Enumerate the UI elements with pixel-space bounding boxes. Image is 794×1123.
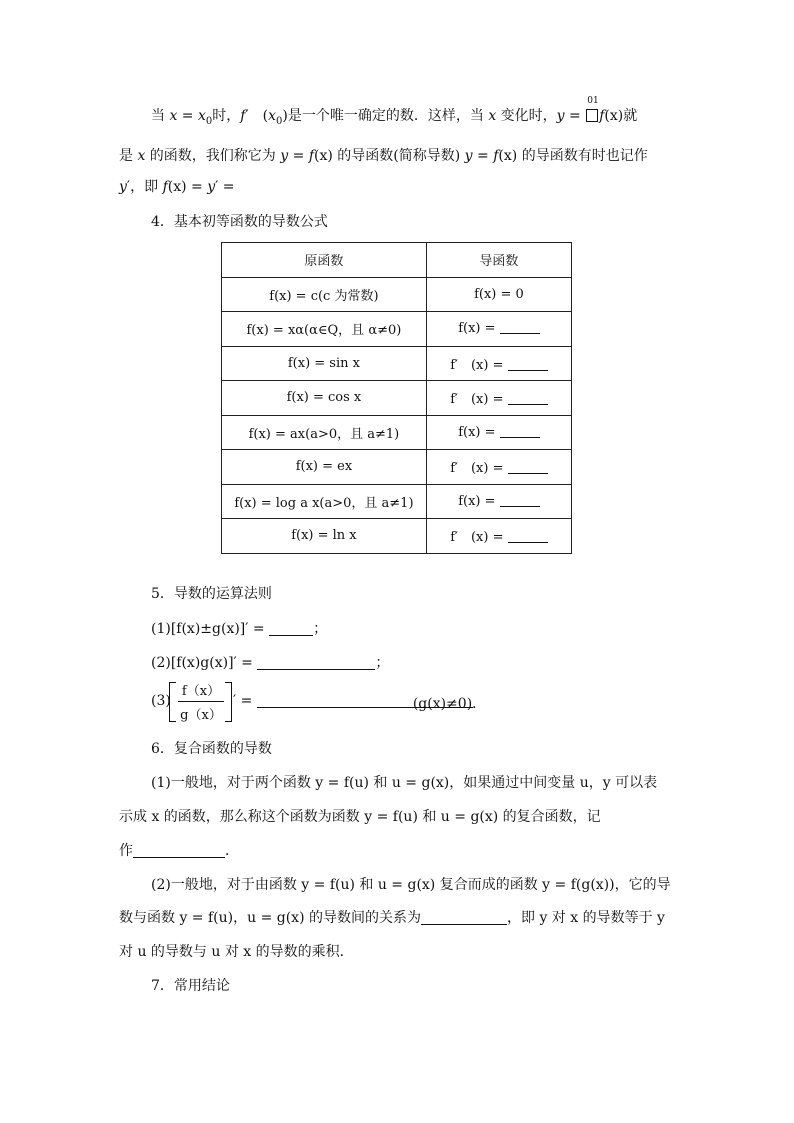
text: ； — [313, 621, 328, 637]
text: )是一个唯一确定的数．这样，当 — [282, 108, 489, 124]
fill-blank — [500, 494, 540, 507]
var-f: f — [493, 148, 499, 164]
composite-p1-line-3 — [119, 841, 239, 861]
table-cell-derivative — [426, 519, 571, 554]
text: ，即 y 对 x 的导数等于 y — [507, 910, 665, 926]
text: (x) — [498, 148, 518, 164]
fraction-denominator: g（x） — [180, 708, 222, 723]
var-y: y — [280, 148, 289, 164]
derivative-table — [221, 242, 572, 554]
var-y: y — [556, 108, 565, 124]
var-y: y — [207, 179, 216, 195]
composite-p2-line-1: (2)一般地，对于由函数 y = f(u) 和 u = g(x) 复合而成的函数 y = f(g(x))，它的导 — [151, 877, 671, 893]
text: ′ = — [233, 693, 257, 709]
text: ； — [375, 655, 390, 671]
subscript-0: 0 — [205, 115, 213, 127]
composite-p1-line-1: (1)一般地，对于两个函数 y = f(u) 和 u = g(x)，如果通过中间变量 u，y 可以表 — [151, 775, 658, 791]
rule-3-rhs — [233, 693, 487, 712]
fill-blank — [508, 530, 548, 543]
text: 变化时， — [496, 108, 557, 124]
fraction-numerator: f（x） — [181, 684, 221, 699]
rule-text: (2)[f(x)g(x)]′ = — [151, 655, 258, 671]
table-header-cell: 导函数 — [426, 243, 571, 278]
fill-blank — [508, 358, 548, 371]
text: = — [177, 108, 198, 124]
table-row — [222, 312, 572, 347]
text: 作 — [119, 843, 133, 859]
text: ． — [225, 843, 239, 859]
text: (x) = — [167, 179, 208, 195]
fill-blank — [500, 321, 540, 334]
table-header-cell: 原函数 — [222, 243, 427, 278]
cell-text: f(x) = — [458, 424, 500, 440]
table-row — [222, 381, 572, 416]
fill-blank — [500, 425, 540, 438]
table-cell-derivative — [426, 312, 571, 347]
table-row — [222, 519, 572, 554]
section-6-heading: 6．复合函数的导数 — [151, 741, 272, 757]
cell-text: f(x) = — [458, 493, 500, 509]
rule-label: (3) — [151, 693, 171, 709]
answer-box — [586, 96, 599, 122]
var-f: f — [308, 148, 315, 164]
fill-blank — [421, 910, 507, 925]
fill-blank — [133, 843, 225, 858]
cell-text: f′ (x) = — [450, 392, 508, 408]
table-row — [222, 450, 572, 485]
table-cell-original: f(x) = log a x(a>0，且 a≠1) — [222, 484, 427, 519]
text: 数与函数 y = f(u)，u = g(x) 的导数间的关系为 — [119, 910, 421, 926]
rule-2 — [151, 653, 389, 673]
cell-text: f′ (x) = — [450, 357, 508, 373]
composite-p2-line-3: 对 u 的导数与 u 对 x 的导数的乘积． — [119, 944, 354, 960]
table-header-row — [222, 243, 572, 278]
cell-text: f(x) = — [458, 321, 500, 337]
fill-blank — [257, 693, 413, 708]
text: 就 — [623, 108, 638, 124]
rule-text: (1)[f(x)±g(x)]′ = — [151, 621, 270, 637]
table-cell-original: f(x) = xα(α∈Q，且 α≠0) — [222, 312, 427, 347]
text: 是 — [119, 148, 138, 164]
var-f: f — [162, 179, 168, 195]
text: ′ ( — [245, 108, 269, 124]
var-x0: x — [198, 108, 206, 124]
table-row — [222, 484, 572, 519]
text: 的导函数有时也记作 — [517, 148, 648, 164]
composite-p1-line-2: 示成 x 的函数，那么称这个函数为函数 y = f(u) 和 u = g(x) 的复合函数，记 — [119, 809, 601, 825]
table-cell-original: f(x) = ln x — [222, 519, 427, 554]
definition-line-3 — [119, 177, 234, 197]
var-f: f — [240, 108, 246, 124]
table-cell-derivative — [426, 415, 571, 450]
table-cell-original: f(x) = cos x — [222, 381, 427, 416]
left-bracket — [169, 682, 176, 722]
cell-text: f′ (x) = — [450, 530, 508, 546]
fraction-bar — [178, 701, 224, 702]
var-x: x — [488, 108, 497, 124]
text: 当 — [151, 108, 170, 124]
table-cell-derivative — [426, 484, 571, 519]
definition-line-1 — [151, 96, 638, 132]
table-cell-derivative: f(x) = 0 — [426, 277, 571, 312]
table-row — [222, 277, 572, 312]
text: 的导函数(简称导数) — [332, 148, 465, 164]
text: ′ = — [215, 179, 235, 195]
fill-blank — [269, 621, 313, 636]
subscript-0: 0 — [276, 115, 283, 127]
condition: (g(x)≠0)． — [413, 693, 473, 708]
definition-line-2 — [119, 146, 648, 166]
table-row — [222, 415, 572, 450]
table-cell-derivative — [426, 450, 571, 485]
box-label: 01 — [587, 96, 599, 106]
text: = — [288, 148, 309, 164]
var-y: y — [464, 148, 473, 164]
text: (x) — [604, 108, 624, 124]
text: (x) — [314, 148, 333, 164]
fill-blank — [508, 392, 548, 405]
text: 时， — [212, 108, 241, 124]
table-cell-derivative — [426, 346, 571, 381]
var-y: y — [119, 179, 127, 195]
right-bracket — [225, 682, 232, 722]
table-row — [222, 346, 572, 381]
text: = — [472, 148, 494, 164]
table-cell-original: f(x) = c(c 为常数) — [222, 277, 427, 312]
text: 的函数，我们称它为 — [145, 148, 281, 164]
section-4-heading: 4．基本初等函数的导数公式 — [151, 214, 328, 230]
table-cell-derivative — [426, 381, 571, 416]
table-cell-original: f(x) = ex — [222, 450, 427, 485]
section-7-heading: 7．常用结论 — [151, 978, 230, 994]
text: = — [564, 108, 586, 124]
table-cell-original: f(x) = ax(a>0，且 a≠1) — [222, 415, 427, 450]
var-f: f — [599, 108, 605, 124]
var-x0: x — [268, 108, 277, 124]
var-x: x — [137, 148, 146, 164]
cell-text: f′ (x) = — [450, 461, 508, 477]
composite-p2-line-2 — [119, 908, 665, 928]
rule-1 — [151, 619, 327, 639]
table-cell-original: f(x) = sin x — [222, 346, 427, 381]
section-5-heading: 5．导数的运算法则 — [151, 586, 272, 602]
text: ′，即 — [126, 179, 163, 195]
var-x: x — [169, 108, 178, 124]
fill-blank — [257, 655, 375, 670]
fill-blank — [508, 461, 548, 474]
